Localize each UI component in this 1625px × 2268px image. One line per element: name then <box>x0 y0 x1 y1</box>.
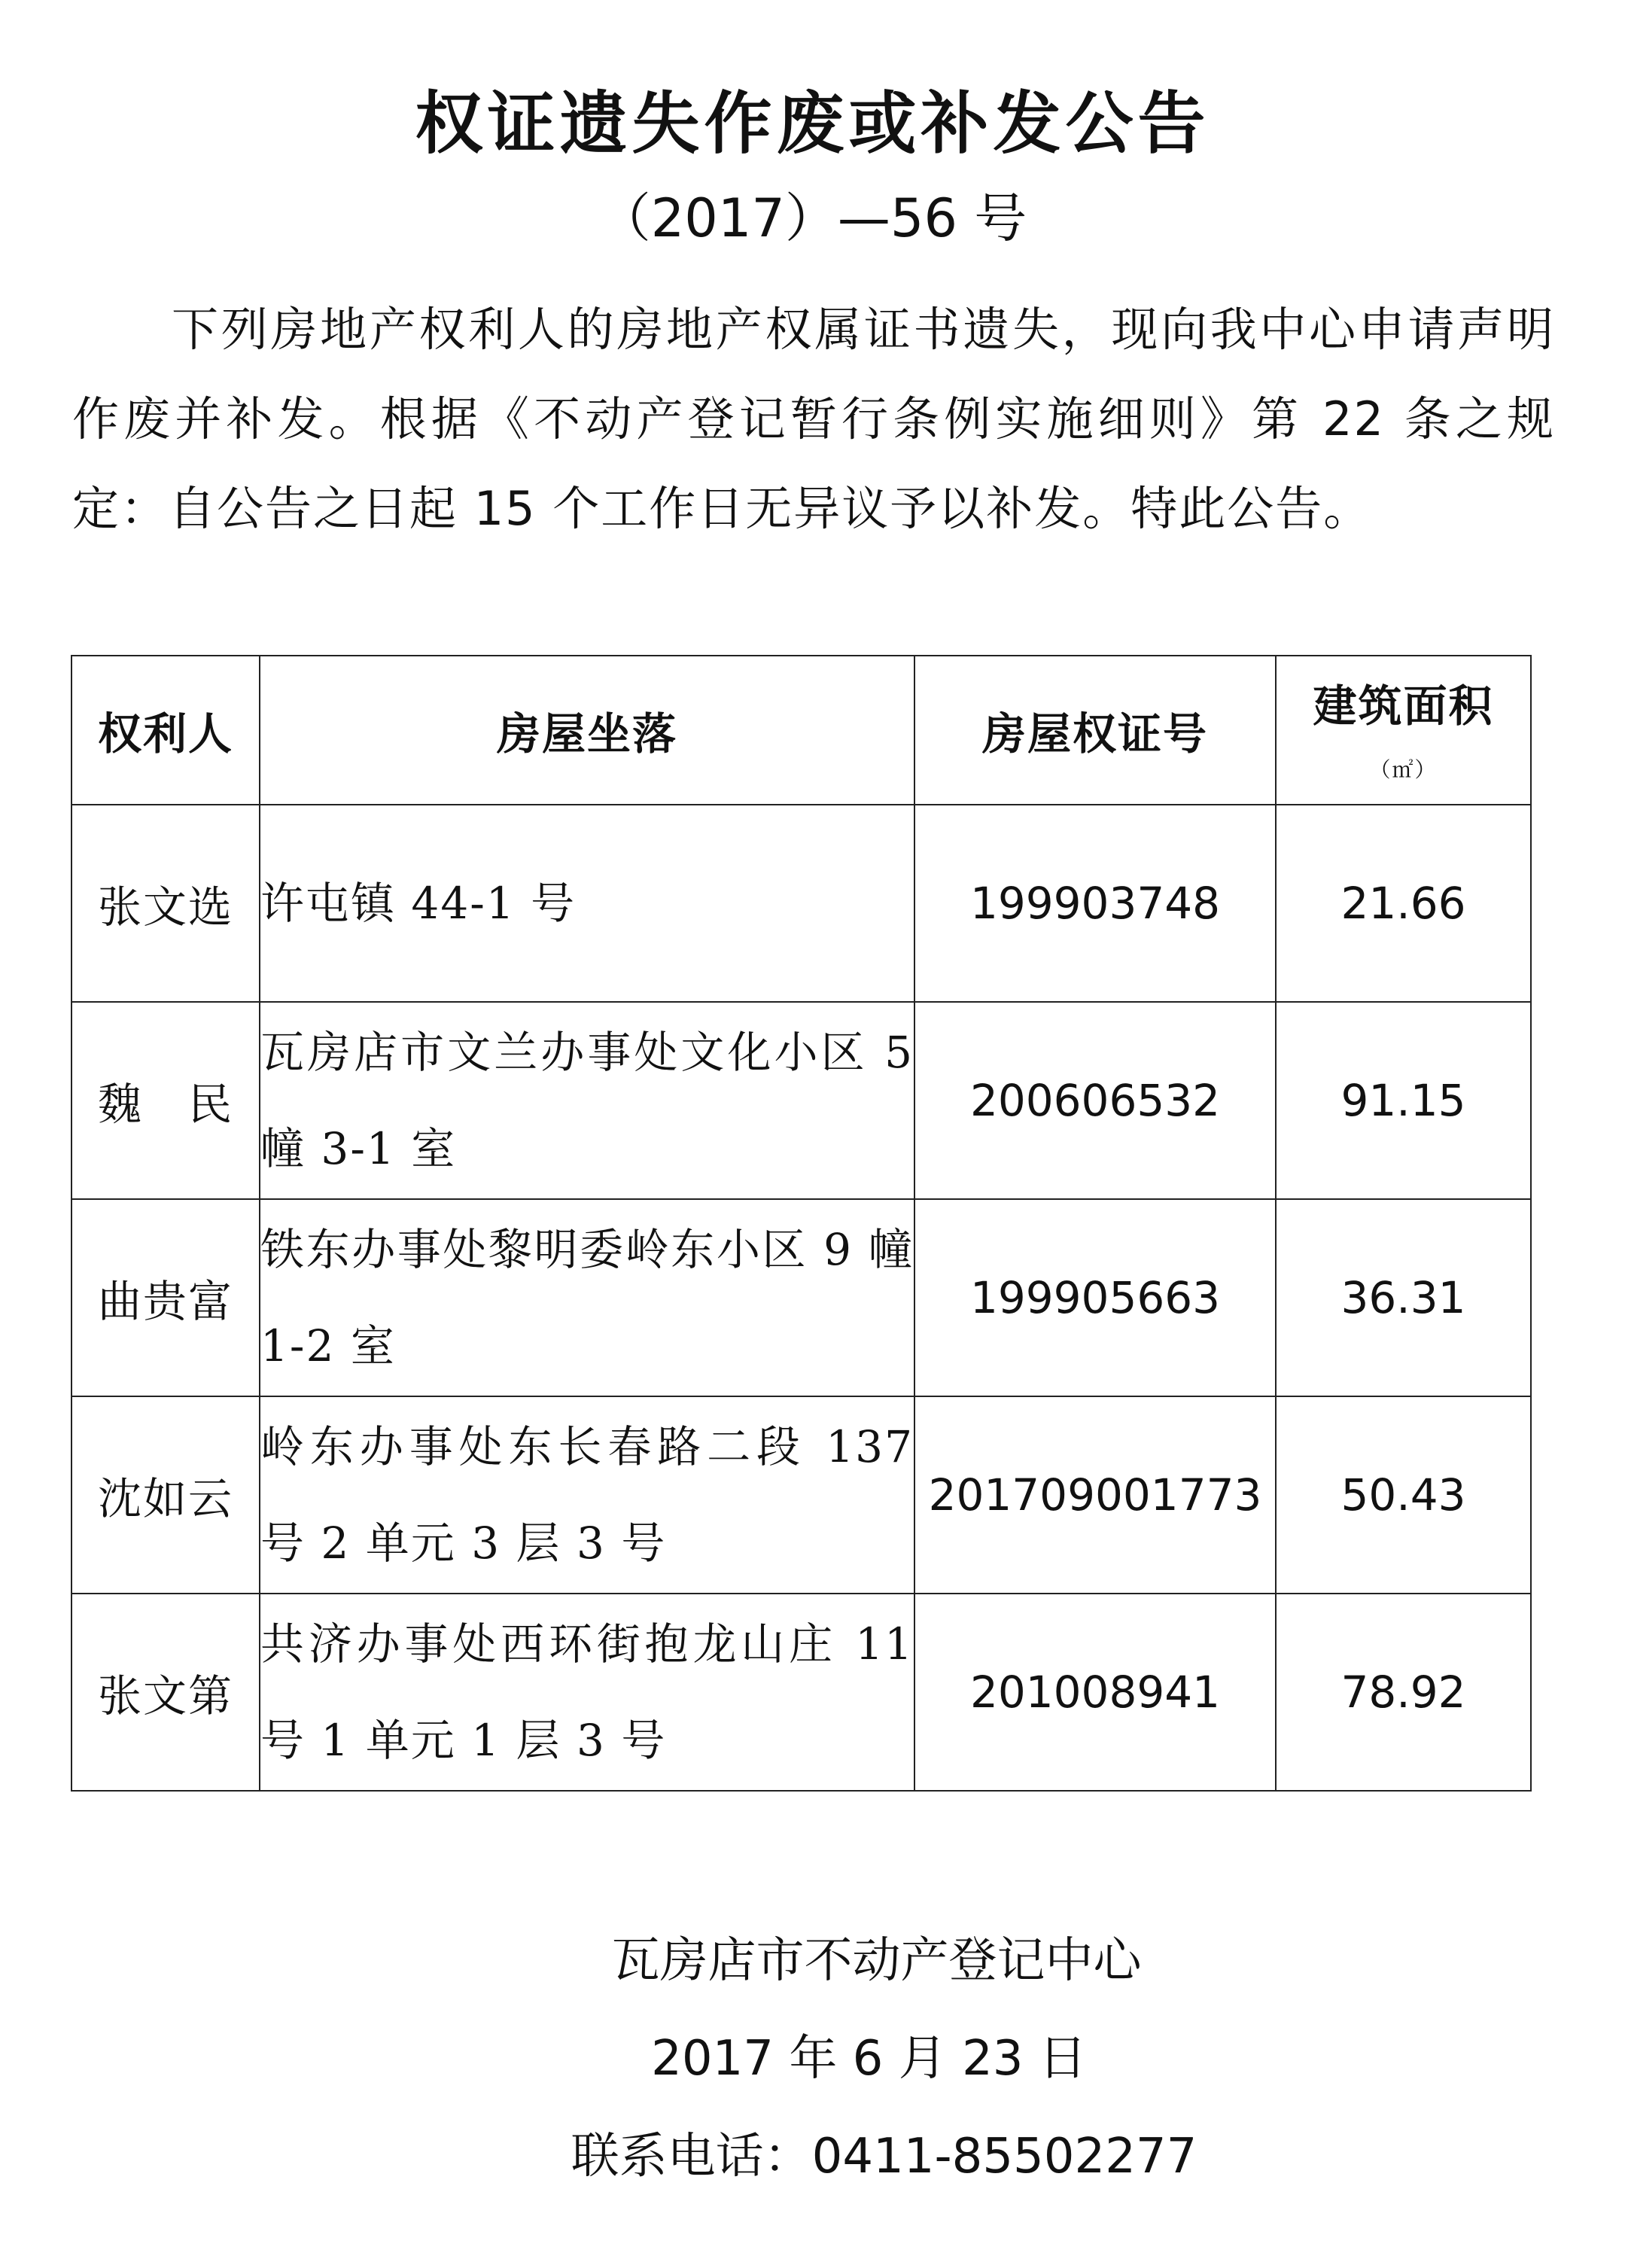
cell-holder: 曲贵富 <box>72 1199 260 1396</box>
cell-address: 共济办事处西环街抱龙山庄 11 号 1 单元 1 层 3 号 <box>260 1594 914 1791</box>
header-area-label: 建筑面积 <box>1313 680 1494 732</box>
cell-cert-no: 201008941 <box>914 1594 1276 1791</box>
cell-area: 21.66 <box>1276 805 1531 1002</box>
cell-address: 铁东办事处黎明委岭东小区 9 幢 1-2 室 <box>260 1199 914 1396</box>
table-header-row <box>72 656 1531 805</box>
issue-date: 2017 年 6 月 23 日 <box>651 2031 1087 2087</box>
table-row <box>72 1594 1531 1791</box>
cell-area: 36.31 <box>1276 1199 1531 1396</box>
header-cert-no: 房屋权证号 <box>914 656 1276 805</box>
issuing-organization: 瓦房店市不动产登记中心 <box>611 1933 1142 1989</box>
notice-number: （2017）—56 号 <box>598 187 1027 249</box>
header-holder: 权利人 <box>72 656 260 805</box>
cell-cert-no: 201709001773 <box>914 1396 1276 1594</box>
header-area-unit: （㎡） <box>1369 757 1438 782</box>
certificate-table <box>71 655 1532 1792</box>
cell-holder: 魏 民 <box>72 1002 260 1199</box>
cell-cert-no: 199905663 <box>914 1199 1276 1396</box>
cell-holder: 张文选 <box>72 805 260 1002</box>
cell-area: 78.92 <box>1276 1594 1531 1791</box>
cell-holder: 张文第 <box>72 1594 260 1791</box>
header-area <box>1276 656 1531 805</box>
cell-area: 50.43 <box>1276 1396 1531 1594</box>
table-row <box>72 805 1531 1002</box>
cell-address: 岭东办事处东长春路二段 137 号 2 单元 3 层 3 号 <box>260 1396 914 1594</box>
table-row <box>72 1396 1531 1594</box>
cell-cert-no: 200606532 <box>914 1002 1276 1199</box>
notice-body: 下列房地产权利人的房地产权属证书遗失，现向我中心申请声明作废并补发。根据《不动产登记暂行条例实施细则》第 22 条之规定：自公告之日起 15 个工作日无异议予以补发。特此公告。 <box>72 302 1555 536</box>
cell-area: 91.15 <box>1276 1002 1531 1199</box>
table-row <box>72 1002 1531 1199</box>
header-address: 房屋坐落 <box>260 656 914 805</box>
cell-address: 许屯镇 44-1 号 <box>260 805 914 1002</box>
contact-phone: 联系电话：0411-85502277 <box>571 2129 1197 2184</box>
notice-title: 权证遗失作废或补发公告 <box>415 84 1210 163</box>
table-row <box>72 1199 1531 1396</box>
cell-holder: 沈如云 <box>72 1396 260 1594</box>
cell-address: 瓦房店市文兰办事处文化小区 5 幢 3-1 室 <box>260 1002 914 1199</box>
cell-cert-no: 199903748 <box>914 805 1276 1002</box>
